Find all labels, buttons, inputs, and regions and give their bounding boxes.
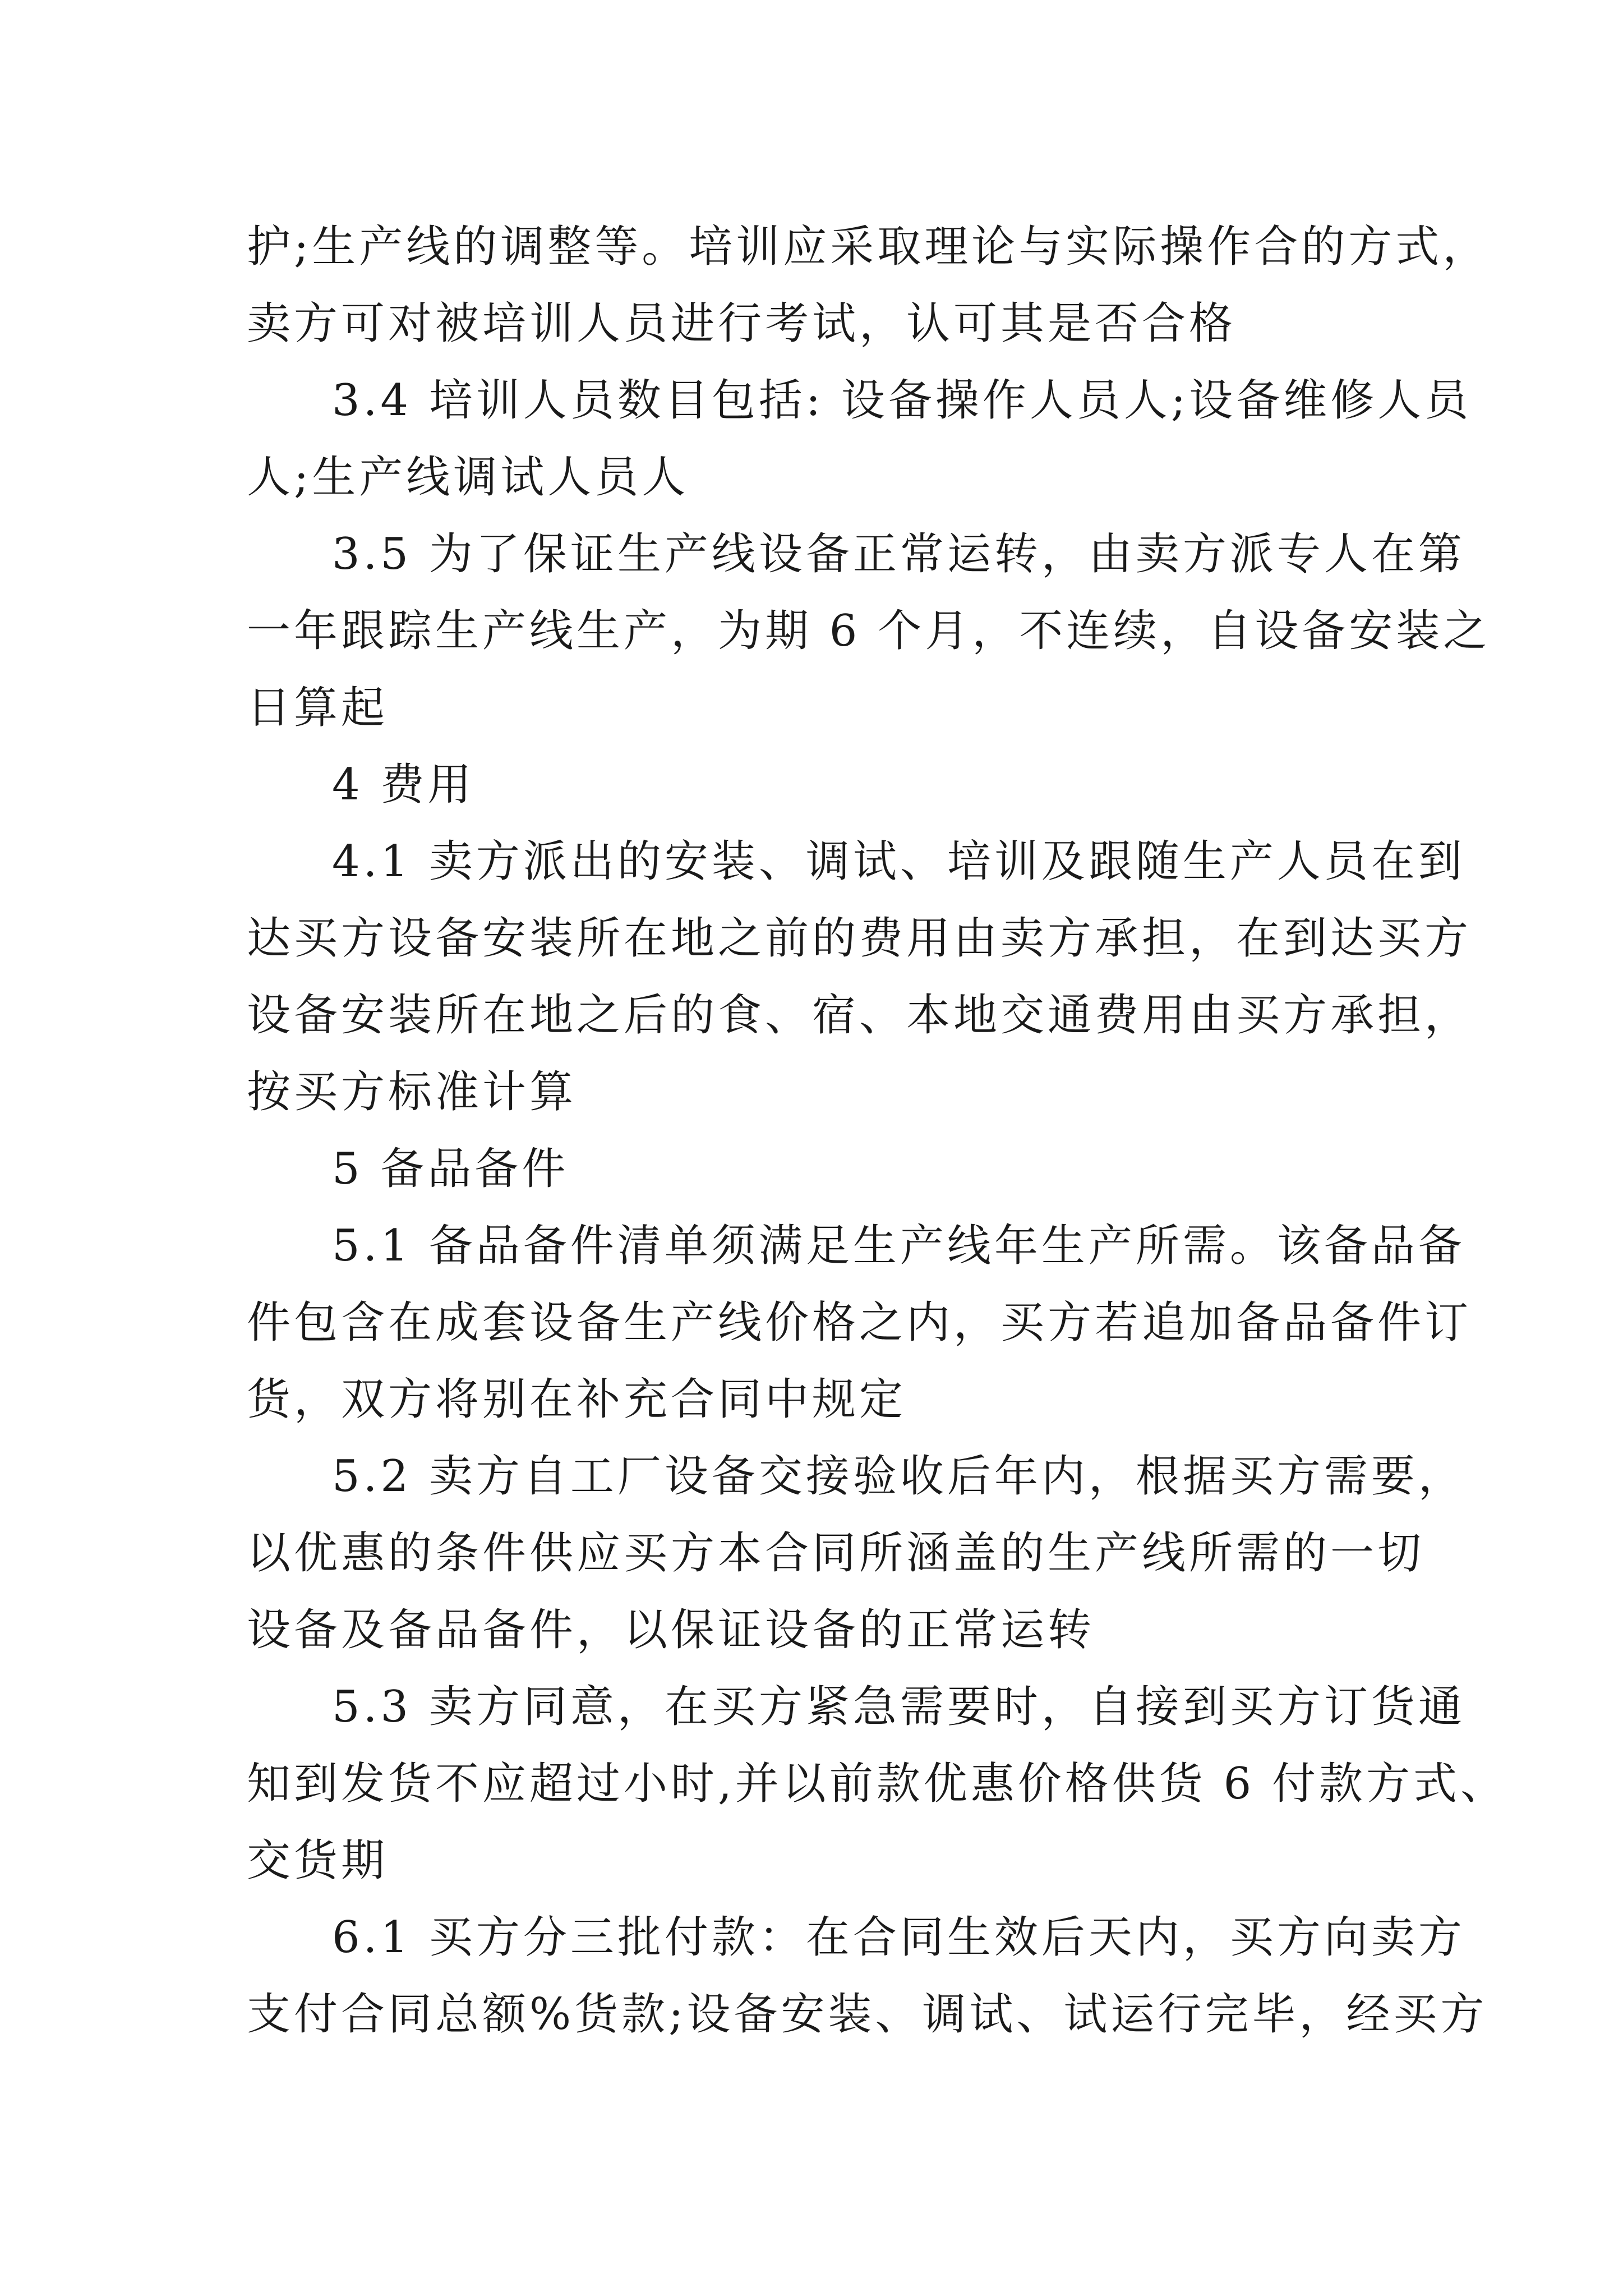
text-line: 3.4 培训人员数目包括: 设备操作人员人;设备维修人员 xyxy=(332,375,1472,426)
text-line: 日算起 xyxy=(247,683,389,733)
text-line: 5.3 卖方同意，在买方紧急需要时，自接到买方订货通 xyxy=(332,1682,1465,1732)
text-line: 知到发货不应超过小时,并以前款优惠价格供货 6 付款方式、 xyxy=(247,1759,1508,1809)
text-line: 交货期 xyxy=(247,1835,389,1886)
text-line: 以优惠的条件供应买方本合同所涵盖的生产线所需的一切 xyxy=(247,1528,1425,1579)
text-line: 一年跟踪生产线生产，为期 6 个月，不连续，自设备安装之 xyxy=(247,606,1491,656)
text-line: 支付合同总额%货款;设备安装、调试、试运行完毕，经买方 xyxy=(247,1989,1488,2040)
section-heading: 4 费用 xyxy=(332,760,475,810)
text-line: 人;生产线调试人员人 xyxy=(247,452,689,503)
text-line: 货，双方将别在补充合同中规定 xyxy=(247,1374,907,1425)
text-line: 4.1 卖方派出的安装、调试、培训及跟随生产人员在到 xyxy=(332,836,1465,887)
text-line: 达买方设备安装所在地之前的费用由卖方承担，在到达买方 xyxy=(247,913,1472,964)
text-line: 设备及备品备件，以保证设备的正常运转 xyxy=(247,1605,1095,1655)
text-line: 件包含在成套设备生产线价格之内，买方若追加备品备件订 xyxy=(247,1297,1472,1348)
section-heading: 5 备品备件 xyxy=(332,1144,569,1194)
text-line: 按买方标准计算 xyxy=(247,1067,577,1117)
text-line: 3.5 为了保证生产线设备正常运转，由卖方派专人在第 xyxy=(332,529,1465,579)
document-body xyxy=(247,209,1508,2053)
text-line: 设备安装所在地之后的食、宿、本地交通费用由买方承担， xyxy=(247,990,1472,1041)
text-line: 5.1 备品备件清单须满足生产线年生产所需。该备品备 xyxy=(332,1221,1465,1271)
text-line: 5.2 卖方自工厂设备交接验收后年内，根据买方需要， xyxy=(332,1451,1465,1502)
text-line: 护;生产线的调整等。培训应采取理论与实际操作合的方式， xyxy=(247,222,1490,272)
text-line: 卖方可对被培训人员进行考试，认可其是否合格 xyxy=(247,298,1237,349)
text-line: 6.1 买方分三批付款：在合同生效后天内，买方向卖方 xyxy=(332,1912,1465,1963)
